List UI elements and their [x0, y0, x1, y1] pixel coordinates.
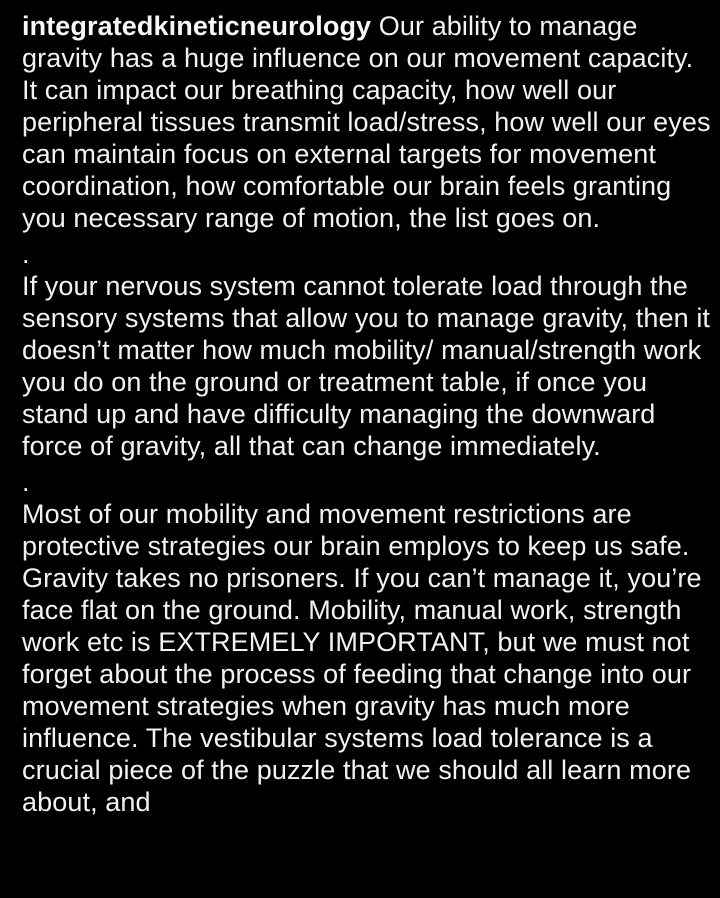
caption-paragraph-3: Most of our mobility and movement restrictions are protective strategies our brain employs to keep us safe. Gravity takes no prisoners. If you can’t manage it, you’re face flat on the ground. Mobility, manual work, strength work etc is EXTREMELY IMPORTANT, but we must not forget about the process of feeding that change into our movement strategies when gravity has much more influence. The vestibular systems load tolerance is a crucial piece of the puzzle that we should all learn more about, and: [22, 499, 702, 817]
caption-paragraph-2: If your nervous system cannot tolerate load through the sensory systems that allow you to manage gravity, then it doesn’t matter how much mobility/ manual/strength work you do on the ground or treatment table, if once you stand up and have difficulty managing the downward force of gravity, all that can change immediately.: [22, 271, 711, 461]
caption-paragraph-1: [22, 10, 712, 234]
paragraph-separator-1: .: [22, 239, 30, 269]
paragraph-separator-2: .: [22, 467, 30, 497]
caption-text-block: [22, 10, 712, 818]
caption-paragraph-1-text: Our ability to manage gravity has a huge influence on our movement capacity. It can impact our breathing capacity, how well our peripheral tissues transmit load/stress, how well our eyes can maintain focus on external targets for movement coordination, how comfortable our brain feels granting you necessary range of motion, the list goes on.: [22, 11, 711, 233]
username-link[interactable]: integratedkineticneurology: [22, 11, 372, 41]
